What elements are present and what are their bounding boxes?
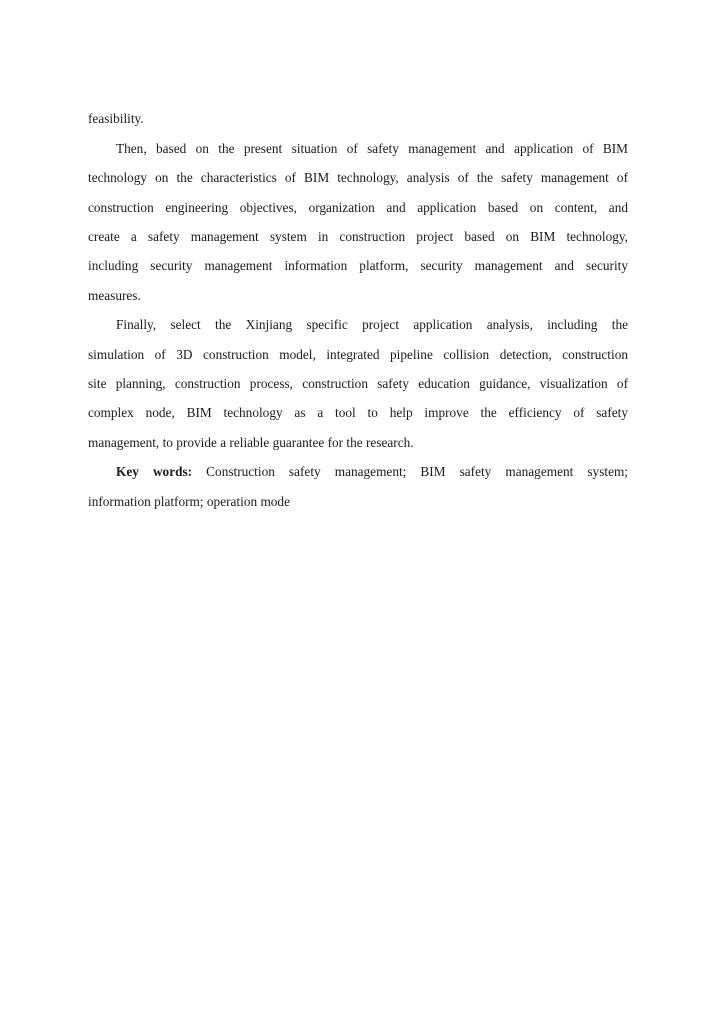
text-line: management, to provide a reliable guarantee for the research. [88, 435, 414, 450]
text-line: Then, based on the present situation of safety management and application of BIM [116, 141, 628, 156]
text-line: create a safety management system in construction project based on BIM technology, [88, 229, 628, 244]
text-line: site planning, construction process, construction safety education guidance, visualization of [88, 376, 628, 391]
text-line: simulation of 3D construction model, integrated pipeline collision detection, construction [88, 347, 628, 362]
text-line: Finally, select the Xinjiang specific project application analysis, including the [116, 317, 628, 332]
text-line: technology on the characteristics of BIM technology, analysis of the safety management of [88, 170, 628, 185]
text-line: construction engineering objectives, organization and application based on content, and [88, 200, 628, 215]
text-line: including security management information platform, security management and security [88, 258, 628, 273]
keywords-label: Key words: [116, 464, 193, 479]
keywords-text: Construction safety management; BIM safety management system; [206, 464, 629, 479]
text-line: complex node, BIM technology as a tool to help improve the efficiency of safety [88, 405, 628, 420]
keywords-line [116, 464, 628, 480]
text-line: measures. [88, 288, 141, 303]
text-line: feasibility. [88, 111, 144, 126]
keywords-line: information platform; operation mode [88, 494, 290, 509]
